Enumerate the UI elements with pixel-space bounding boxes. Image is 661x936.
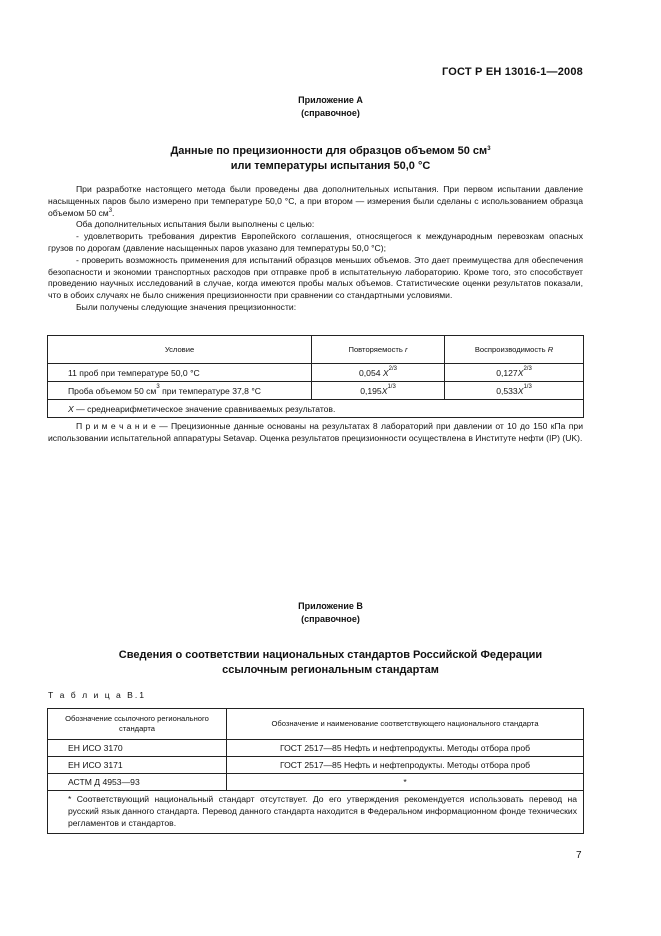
table-footnote-row	[48, 791, 584, 834]
table-row	[48, 757, 584, 774]
appendix-a-title	[0, 144, 661, 174]
standards-table	[47, 708, 584, 834]
header-reproducibility: Воспроизводимость R	[445, 336, 584, 364]
table-footnote: * Соответствующий национальный стандарт отсутствует. До его утверждения рекомендуется использовать перевод на русский язык данного стандарта. Перевод данного стандарта находится в Федеральном информационном фонде технических регламентов и стандартов.	[48, 791, 584, 834]
cell-reproducibility: $0,533X^{1/3}$	[445, 382, 584, 400]
cell-reproducibility: $0,127X^{2/3}$	[445, 364, 584, 382]
cell-national: ГОСТ 2517—85 Нефть и нефтепродукты. Методы отбора проб	[227, 757, 584, 774]
cell-reference: ЕН ИСО 3171	[48, 757, 227, 774]
document-header: ГОСТ Р ЕН 13016-1—2008	[441, 66, 583, 78]
superscript: 3	[487, 146, 491, 152]
paragraph: - удовлетворить требования директив Европейского соглашения, относящегося к международным перевозкам опасных грузов по дорогам (давление насыщенных паров указано для температуры 50,0 °С);	[48, 231, 583, 253]
appendix-b-title-line2: ссылочным региональным стандартам	[222, 664, 439, 676]
table-row	[48, 382, 584, 400]
table-row	[48, 774, 584, 791]
appendix-a-title-line2: или температуры испытания 50,0 °С	[230, 160, 431, 172]
note-text: — Прецизионные данные основаны на результатах 8 лабораторий при давлении от 10 до 150 кПа при использовании испытательной аппаратуры Setavap. Оценка результатов прецизионности осуществлена в Институте нефти (IP) (UK).	[48, 421, 584, 443]
header-reference-standard: Обозначение ссылочного регионального стандарта	[48, 709, 227, 740]
appendix-a-title-line1: Данные по прецизионности для образцов объемом 50 см	[170, 145, 488, 157]
paragraph: Оба дополнительных испытания были выполнены с целью:	[76, 219, 315, 230]
paragraph: Были получены следующие значения прецизионности:	[76, 301, 297, 312]
appendix-a-label: Приложение А	[298, 95, 363, 105]
table-caption: Т а б л и ц а В.1	[48, 690, 147, 700]
appendix-b-heading	[0, 600, 661, 626]
cell-reference: АСТМ Д 4953—93	[48, 774, 227, 791]
appendix-b-label: Приложение В	[298, 601, 363, 611]
table-header-row	[48, 709, 584, 740]
paragraph: При разработке настоящего метода были проведены два дополнительных испытания. При первом испытании давление насыщенных паров было измерено при температуре 50,0 °С, а при втором — измерения были сделаны с использованием образца объемом 50 $см^3$.	[48, 184, 583, 218]
cell-repeatability: 0,054 $X^{2/3}$	[312, 364, 445, 382]
cell-reference: ЕН ИСО 3170	[48, 740, 227, 757]
appendix-b-type: (справочное)	[301, 614, 360, 624]
cell-condition: Проба объемом 50 $см^3$ при температуре 37,8 °С	[48, 382, 312, 400]
appendix-b-title-line1: Сведения о соответствии национальных стандартов Российской Федерации	[118, 649, 543, 661]
header-repeatability: Повторяемость r	[312, 336, 445, 364]
appendix-b-title	[0, 648, 661, 678]
table-row	[48, 740, 584, 757]
paragraph: - проверить возможность применения для испытаний образцов меньших объемов. Это дает преимущества для обеспечения безопасности и экономии транспортных расходов при отправке проб в испытательную лабораторию. Кроме того, это способствует проведению научных исследований в случае, когда имеются пробы малых объемов. Статистические оценки результатов показали, что в обоих случаях не было снижения прецизионности при сравнении со стандартными условиями.	[48, 254, 583, 301]
appendix-a-type: (справочное)	[301, 108, 360, 118]
cell-repeatability: $0,195X^{1/3}$	[312, 382, 445, 400]
cell-national: *	[227, 774, 584, 791]
note-label: П р и м е ч а н и е	[76, 421, 156, 431]
appendix-a-body	[48, 184, 583, 314]
table-footnote-row	[48, 400, 584, 418]
appendix-a-heading	[0, 94, 661, 120]
header-national-standard: Обозначение и наименование соответствующего национального стандарта	[227, 709, 584, 740]
table-footnote: X — среднеарифметическое значение сравниваемых результатов.	[48, 400, 584, 418]
header-condition: Условие	[48, 336, 312, 364]
table-header-row	[48, 336, 584, 364]
cell-national: ГОСТ 2517—85 Нефть и нефтепродукты. Методы отбора проб	[227, 740, 584, 757]
precision-note	[48, 421, 583, 445]
page-number: 7	[576, 850, 582, 861]
table-row	[48, 364, 584, 382]
precision-table	[47, 335, 584, 418]
cell-condition: 11 проб при температуре 50,0 °С	[48, 364, 312, 382]
